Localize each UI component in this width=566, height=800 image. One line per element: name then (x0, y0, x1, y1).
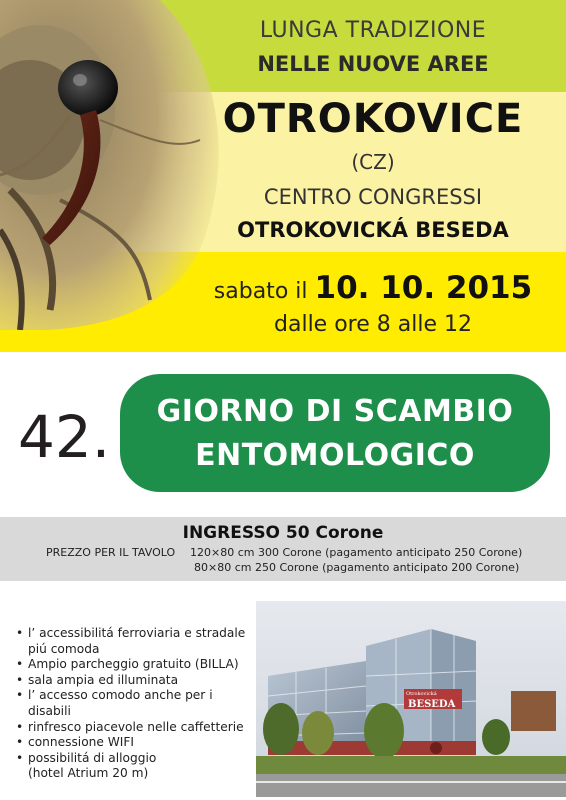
venue-line-1: CENTRO CONGRESSI (263, 185, 483, 209)
list-item: • sala ampia ed illuminata (16, 673, 256, 689)
list-item: • l’ accessibilitá ferroviaria e stradale (16, 626, 256, 642)
event-date (180, 270, 566, 306)
table-price-1: 120×80 cm 300 Corone (pagamento anticipato 250 Corone) (190, 546, 523, 559)
city-name: OTROKOVICE (222, 96, 524, 142)
list-item-continuation: (hotel Atrium 20 m) (28, 766, 149, 781)
table-price-label: PREZZO PER IL TAVOLO (46, 546, 176, 559)
list-item: • possibilitá di alloggio (16, 751, 256, 767)
date-value: 10. 10. 2015 (314, 270, 533, 306)
list-item-continuation: piú comoda (28, 641, 100, 656)
entrance-fee: INGRESSO 50 Corone (182, 523, 384, 543)
list-item: • rinfresco piacevole nelle caffetterie (16, 720, 256, 736)
new-areas-line: NELLE NUOVE AREE (257, 52, 489, 76)
event-time: dalle ore 8 alle 12 (274, 312, 472, 337)
tradition-line: LUNGA TRADIZIONE (259, 18, 487, 43)
event-title-line-1: GIORNO DI SCAMBIO (156, 394, 514, 429)
venue-line-2: OTROKOVICKÁ BESEDA (237, 218, 509, 242)
list-item: • Ampio parcheggio gratuito (BILLA) (16, 657, 256, 673)
feature-list (16, 626, 256, 782)
edition-number: 42. (18, 403, 111, 471)
congress-center-photo (256, 601, 566, 797)
country-code: (CZ) (351, 150, 395, 174)
table-price-2: 80×80 cm 250 Corone (pagamento anticipato 200 Corone) (194, 561, 520, 574)
date-prefix: sabato il (213, 279, 308, 304)
event-title-line-2: ENTOMOLOGICO (195, 438, 475, 473)
event-title-pill (120, 374, 550, 492)
sign-name-text: BESEDA (408, 699, 456, 710)
sign-script-text: Otrokovická (406, 691, 437, 697)
list-item: • l’ accesso comodo anche per i disabili (16, 688, 256, 719)
list-item: • connessione WIFI (16, 735, 256, 751)
